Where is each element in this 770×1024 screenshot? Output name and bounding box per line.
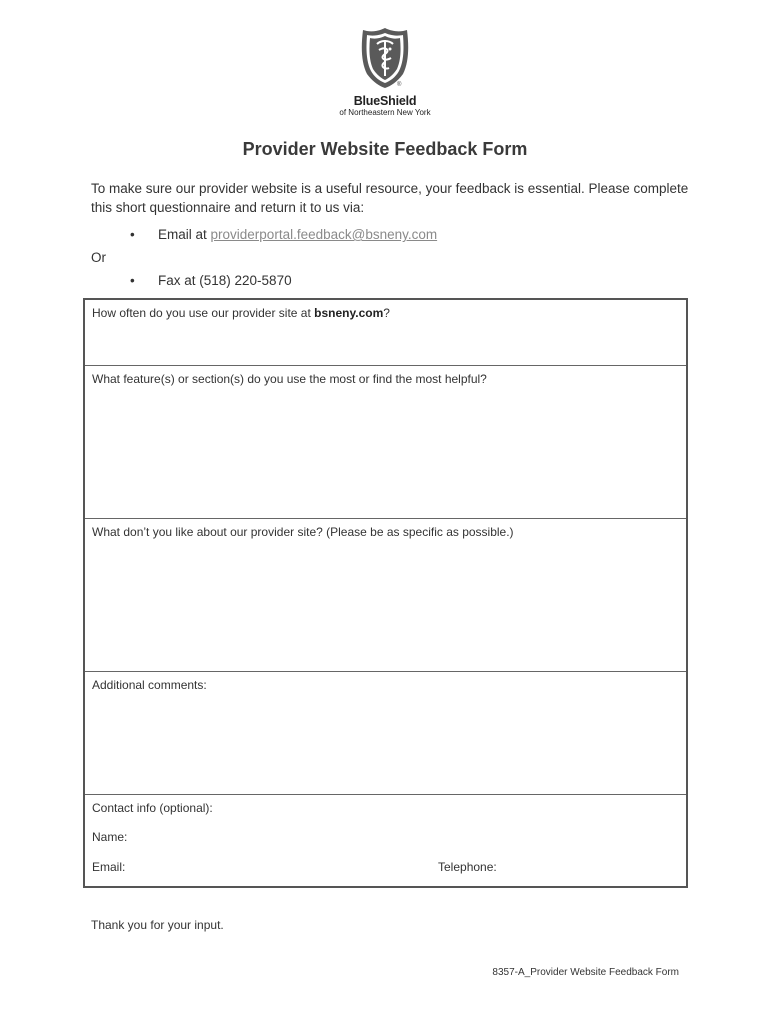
telephone-field-label[interactable]: Telephone: [438, 860, 497, 874]
question-usage-frequency[interactable] [85, 300, 686, 365]
intro-paragraph: To make sure our provider website is a useful resource, your feedback is essential. Please complete this short questionnaire and return it to us via: [91, 181, 689, 215]
email-prefix: Email at [158, 227, 211, 242]
shield-caduceus-icon [359, 26, 411, 90]
page-title: Provider Website Feedback Form [242, 139, 528, 159]
form-footer-id: 8357-A_Provider Website Feedback Form [492, 967, 679, 978]
question-label: What feature(s) or section(s) do you use the most or find the most helpful? [92, 372, 487, 386]
question-label: What don’t you like about our provider site? (Please be as specific as possible.) [92, 525, 514, 539]
fax-bullet [130, 273, 292, 288]
feedback-form-table [83, 298, 688, 888]
question-label: Additional comments: [92, 678, 207, 692]
question-additional-comments[interactable] [85, 671, 686, 794]
site-name: bsneny.com [314, 306, 384, 320]
or-label: Or [91, 250, 106, 265]
thank-you-text: Thank you for your input. [91, 918, 224, 932]
brand-name: BlueShield [353, 94, 417, 108]
fax-text: Fax at (518) 220-5870 [158, 273, 292, 288]
name-field-label[interactable]: Name: [92, 830, 128, 844]
registered-mark: ® [397, 82, 402, 88]
bullet-icon: • [130, 273, 135, 288]
question-label: How often do you use our provider site at bsneny.com? [92, 306, 390, 320]
question-helpful-features[interactable] [85, 365, 686, 518]
brand-subtitle: of Northeastern New York [339, 108, 431, 117]
email-field-label[interactable]: Email: [92, 860, 126, 874]
blueshield-logo [325, 26, 445, 117]
contact-info-heading: Contact info (optional): [92, 801, 213, 815]
question-dislikes[interactable] [85, 518, 686, 671]
email-link[interactable]: providerportal.feedback@bsneny.com [210, 227, 438, 242]
email-bullet [130, 227, 437, 242]
bullet-icon: • [130, 227, 135, 242]
contact-info-section [85, 794, 686, 886]
